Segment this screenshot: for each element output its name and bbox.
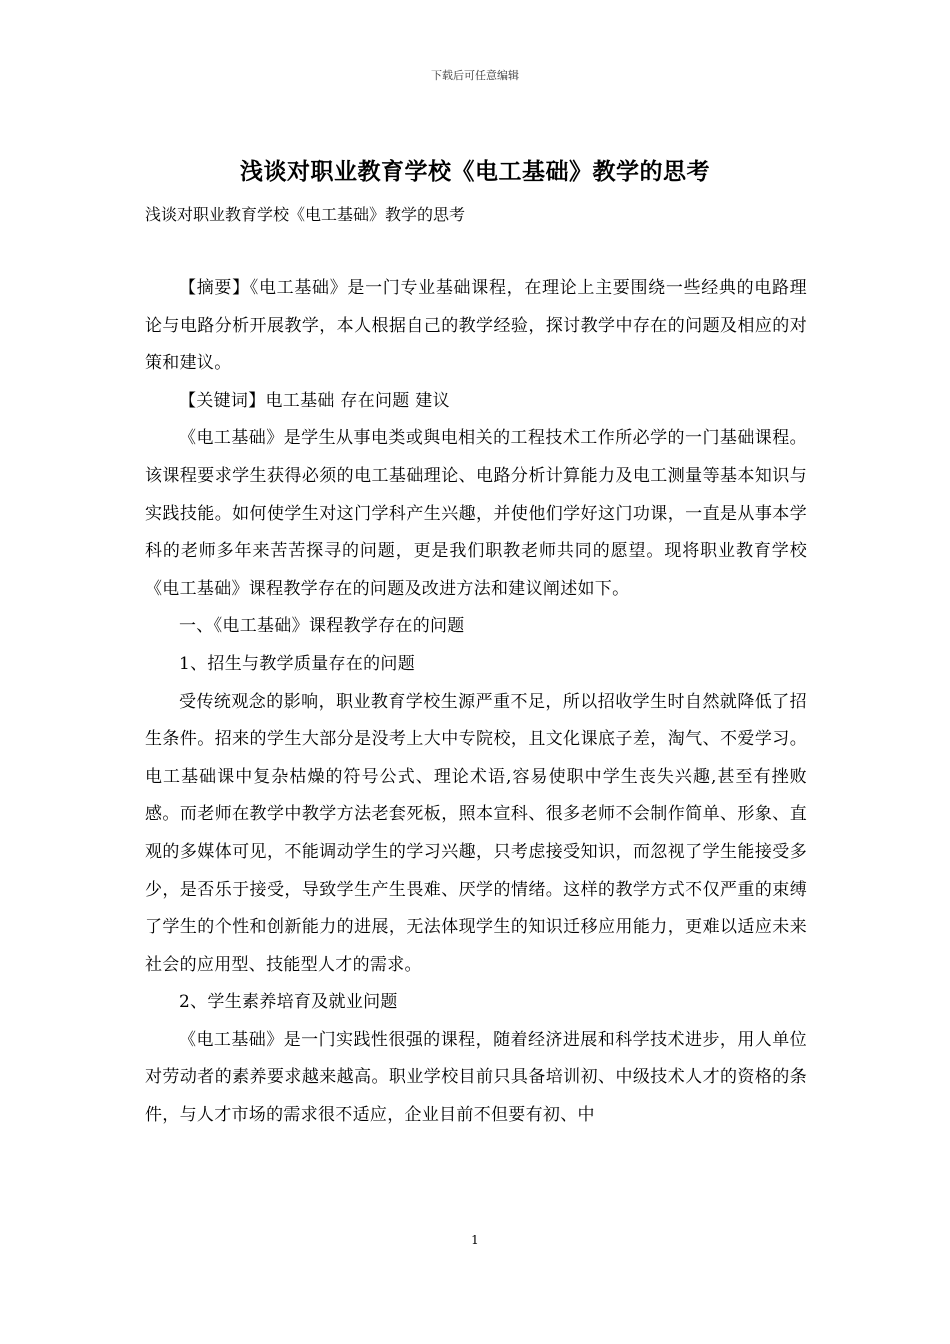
page-number: 1 <box>471 1233 479 1247</box>
subsection-heading-two: 2、学生素养培育及就业问题 <box>179 992 398 1013</box>
intro-paragraph: 《电工基础》是学生从事电类或與电相关的工程技术工作所必学的一门基础课程。该课程要求学生获得必须的电工基础理论、电路分析计算能力及电工测量等基本知识与实践技能。如何使学生对这门学科产生兴趣，并使他们学好这门功课，一直是从事本学科的老师多年来苦苦探寻的问题，更是我们职教老师共同的愿望。现将职业教育学校《电工基础》课程教学存在的问题及改进方法和建议阐述如下。 <box>145 428 807 599</box>
subsection-two-paragraph: 《电工基础》是一门实践性很强的课程，随着经济进展和科学技术进步，用人单位对劳动者的素养要求越来越高。职业学校目前只具备培训初、中级技术人才的资格的条件，与人才市场的需求很不适应，企业目前不但要有初、中 <box>145 1029 807 1126</box>
subsection-heading-one: 1、招生与教学质量存在的问题 <box>179 653 416 674</box>
keywords-paragraph: 【关键词】电工基础 存在问题 建议 <box>179 390 450 411</box>
document-body <box>145 270 807 1135</box>
header-note: 下载后可任意编辑 <box>431 69 519 82</box>
abstract-paragraph: 【摘要】《电工基础》是一门专业基础课程，在理论上主要围绕一些经典的电路理论与电路分析开展教学，本人根据自己的教学经验，探讨教学中存在的问题及相应的对策和建议。 <box>145 278 807 374</box>
subsection-one-paragraph: 受传统观念的影响，职业教育学校生源严重不足，所以招收学生时自然就降低了招生条件。招来的学生大部分是没考上大中专院校，且文化课底子差，淘气、不爱学习。电工基础课中复杂枯燥的符号公式、理论术语,容易使职中学生丧失兴趣,甚至有挫败感。而老师在教学中教学方法老套死板，照本宣科、很多老师不会制作简单、形象、直观的多媒体可见，不能调动学生的学习兴趣，只考虑接受知识，而忽视了学生能接受多少，是否乐于接受，导致学生产生畏难、厌学的情绪。这样的教学方式不仅严重的束缚了学生的个性和创新能力的进展，无法体现学生的知识迁移应用能力，更难以适应未来社会的应用型、技能型人才的需求。 <box>145 691 807 975</box>
section-heading-one: 一、《电工基础》课程教学存在的问题 <box>179 616 465 637</box>
document-subtitle: 浅谈对职业教育学校《电工基础》教学的思考 <box>145 205 466 224</box>
document-title: 浅谈对职业教育学校《电工基础》教学的思考 <box>240 158 710 185</box>
